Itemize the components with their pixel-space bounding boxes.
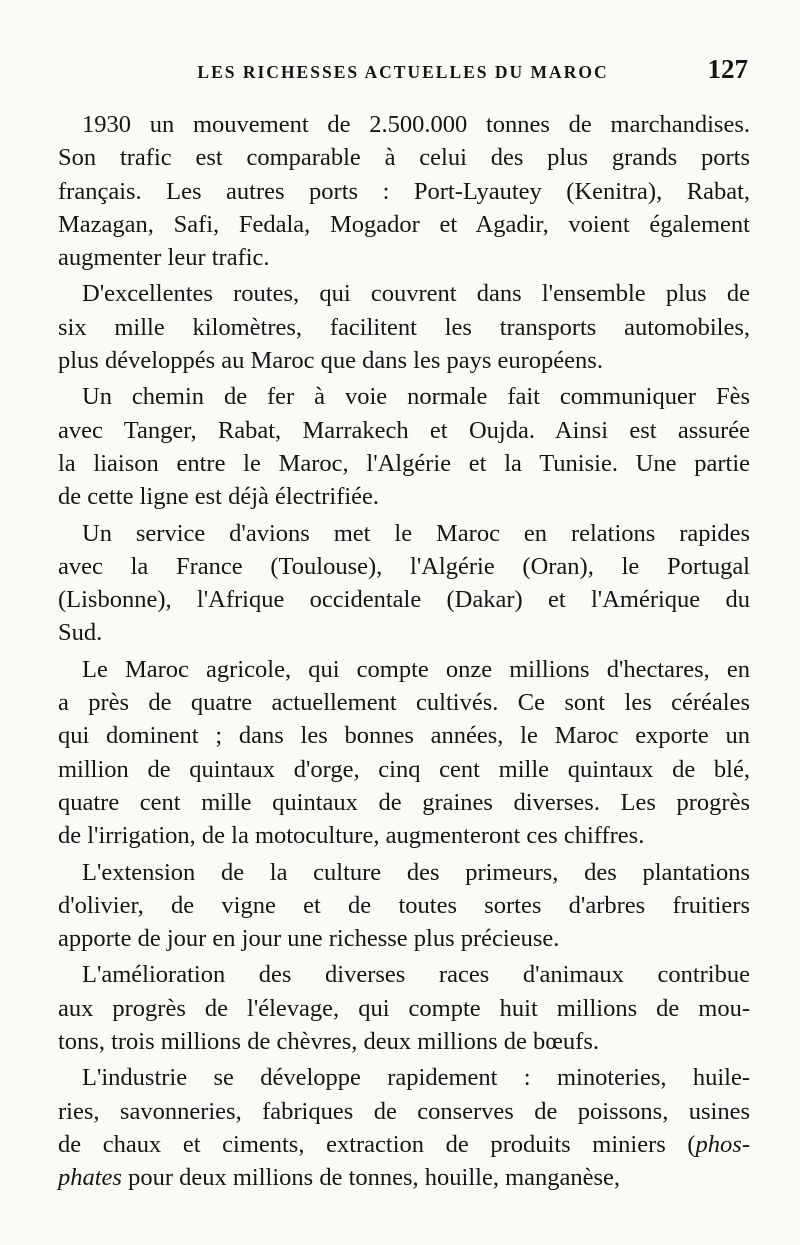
text-line: Sud. [58, 619, 103, 647]
running-title: LES RICHESSES ACTUELLES DU MAROC [197, 62, 609, 82]
text-line: d'olivier, de vigne et de toutes sortes d'arbres fruitiers [58, 891, 750, 919]
paragraph-horticulture [58, 856, 750, 956]
text-line: avec Tanger, Rabat, Marrakech et Oujda. Ainsi est assurée [58, 416, 750, 444]
italic-term: phates [58, 1164, 122, 1192]
text-line: Le Maroc agricole, qui compte onze millions d'hectares, en [82, 655, 750, 683]
text-line: 1930 un mouvement de 2.500.000 tonnes de marchandises. [82, 111, 750, 138]
text-line: augmenter leur trafic. [58, 244, 270, 272]
text-line: plus développés au Maroc que dans les pays européens. [58, 347, 603, 375]
text-line: Un chemin de fer à voie normale fait communiquer Fès [82, 383, 750, 411]
page-number: 127 [707, 54, 748, 84]
text-fragment: pour deux millions de tonnes, houille, manganèse, [128, 1164, 621, 1192]
text-line: qui dominent ; dans les bonnes années, le Maroc exporte un [58, 722, 750, 750]
text-line: quatre cent mille quintaux de graines diverses. Les progrès [58, 788, 750, 816]
text-line [34, 1161, 750, 1194]
text-line: la liaison entre le Maroc, l'Algérie et la Tunisie. Une partie [58, 449, 750, 477]
paragraph-railway [58, 380, 750, 513]
text-line: million de quintaux d'orge, cinq cent mille quintaux de blé, [58, 755, 750, 783]
paragraph-agriculture [58, 653, 750, 853]
text-line: L'extension de la culture des primeurs, des plantations [82, 858, 750, 886]
paragraph-livestock [58, 958, 750, 1058]
text-line: D'excellentes routes, qui couvrent dans l'ensemble plus de [82, 280, 750, 308]
text-line: L'amélioration des diverses races d'animaux contribue [82, 961, 750, 989]
text-line: six mille kilomètres, facilitent les transports automobiles, [58, 313, 750, 341]
text-line: Un service d'avions met le Maroc en relations rapides [82, 519, 750, 547]
text-line: Mazagan, Safi, Fedala, Mogador et Agadir, voient également [58, 210, 750, 238]
paragraph-ports [58, 108, 750, 274]
italic-term: phos- [695, 1130, 750, 1158]
text-line: de cette ligne est déjà électrifiée. [58, 483, 380, 511]
paragraph-aviation [58, 517, 750, 650]
text-line: L'industrie se développe rapidement : minoteries, huile- [82, 1064, 750, 1092]
text-line [34, 1128, 750, 1161]
text-line: Son trafic est comparable à celui des plus grands ports [58, 144, 750, 172]
text-line: ries, savonneries, fabriques de conserves de poissons, usines [58, 1097, 750, 1125]
running-head [58, 54, 748, 90]
paragraph-roads [58, 277, 750, 377]
text-line: de l'irrigation, de la motoculture, augmenteront ces chiffres. [58, 822, 645, 850]
paragraph-industry [58, 1061, 750, 1194]
body-text [58, 108, 750, 1198]
text-fragment: de chaux et ciments, extraction de produits miniers ( [58, 1130, 696, 1158]
text-line: a près de quatre actuellement cultivés. Ce sont les céréales [58, 689, 750, 717]
text-line: aux progrès de l'élevage, qui compte huit millions de mou- [58, 994, 750, 1022]
text-line: français. Les autres ports : Port-Lyautey (Kenitra), Rabat, [58, 177, 750, 205]
text-line: avec la France (Toulouse), l'Algérie (Oran), le Portugal [58, 552, 750, 580]
text-line: (Lisbonne), l'Afrique occidentale (Dakar) et l'Amérique du [58, 586, 750, 614]
text-line: apporte de jour en jour une richesse plus précieuse. [58, 925, 560, 953]
text-line: tons, trois millions de chèvres, deux millions de bœufs. [58, 1028, 599, 1056]
